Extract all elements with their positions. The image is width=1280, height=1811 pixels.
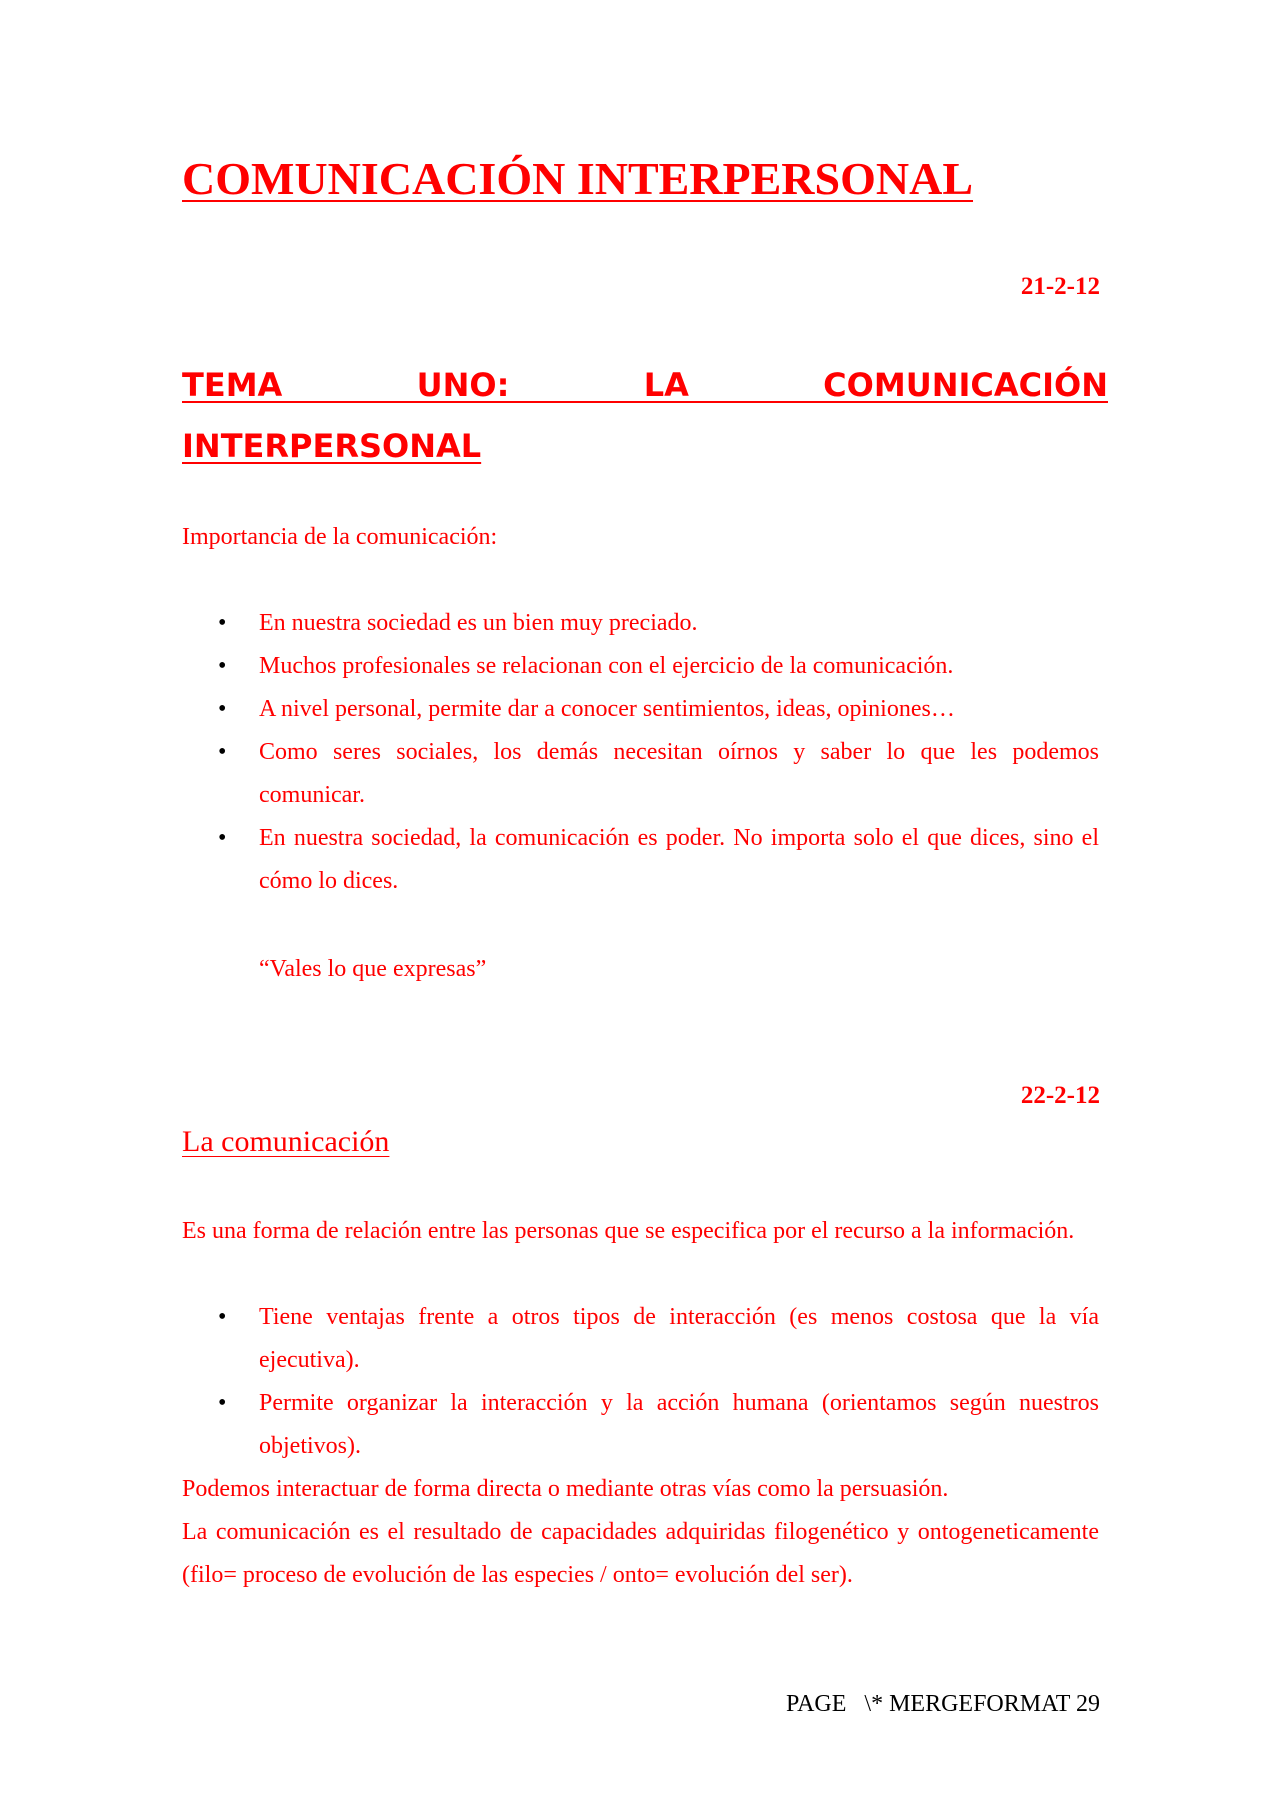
- list-item: [182, 645, 1099, 688]
- list-item-text: Permite organizar la interacción y la acción humana (orientamos según nuestros objetivos).: [259, 1390, 1099, 1459]
- date-label-1: 21-2-12: [1020, 273, 1100, 300]
- list-item: [182, 1296, 1099, 1382]
- list-item-text: Como seres sociales, los demás necesitan oírnos y saber lo que les podemos comunicar.: [259, 739, 1099, 808]
- list-item: [182, 817, 1099, 903]
- definition-paragraph: Es una forma de relación entre las personas que se especifica por el recurso a la información.: [182, 1218, 1075, 1244]
- document-title: COMUNICACIÓN INTERPERSONAL: [182, 153, 974, 204]
- importancia-intro: Importancia de la comunicación:: [182, 524, 498, 550]
- list-item: [182, 688, 1099, 731]
- list-item-text: A nivel personal, permite dar a conocer sentimientos, ideas, opiniones…: [259, 696, 955, 722]
- section-title: La comunicación: [182, 1125, 390, 1158]
- filogenetico-paragraph: La comunicación es el resultado de capacidades adquiridas filogenético y ontogeneticamente (filo= proceso de evolución de las especies / onto= evolución del ser).: [182, 1519, 1099, 1588]
- list-item-text: En nuestra sociedad, la comunicación es poder. No importa solo el que dices, sino el cómo lo dices.: [259, 825, 1099, 894]
- persuasion-paragraph: Podemos interactuar de forma directa o mediante otras vías como la persuasión.: [182, 1476, 949, 1502]
- quote-text: “Vales lo que expresas”: [259, 956, 487, 982]
- page-footer: PAGE \* MERGEFORMAT 29: [785, 1691, 1100, 1717]
- bullet-icon: •: [218, 739, 227, 765]
- bullet-icon: •: [218, 696, 227, 722]
- tema-heading-line2: INTERPERSONAL: [182, 427, 482, 465]
- list-item: [182, 1382, 1099, 1468]
- tema-heading-line1: TEMA UNO: LA COMUNICACIÓN: [182, 366, 1108, 404]
- bullet-icon: •: [218, 825, 227, 851]
- tema-heading: [182, 355, 1108, 477]
- importancia-bullet-list: [182, 602, 1099, 903]
- list-item-text: En nuestra sociedad es un bien muy preciado.: [259, 610, 698, 636]
- list-item-text: Tiene ventajas frente a otros tipos de interacción (es menos costosa que la vía ejecutiva).: [259, 1304, 1099, 1373]
- bullet-icon: •: [218, 1304, 227, 1330]
- bullet-icon: •: [218, 610, 227, 636]
- date-label-2: 22-2-12: [1020, 1082, 1100, 1109]
- comunicacion-bullet-list: [182, 1296, 1099, 1468]
- list-item: [182, 731, 1099, 817]
- bullet-icon: •: [218, 1390, 227, 1416]
- bullet-icon: •: [218, 653, 227, 679]
- list-item: [182, 602, 1099, 645]
- list-item-text: Muchos profesionales se relacionan con el ejercicio de la comunicación.: [259, 653, 954, 679]
